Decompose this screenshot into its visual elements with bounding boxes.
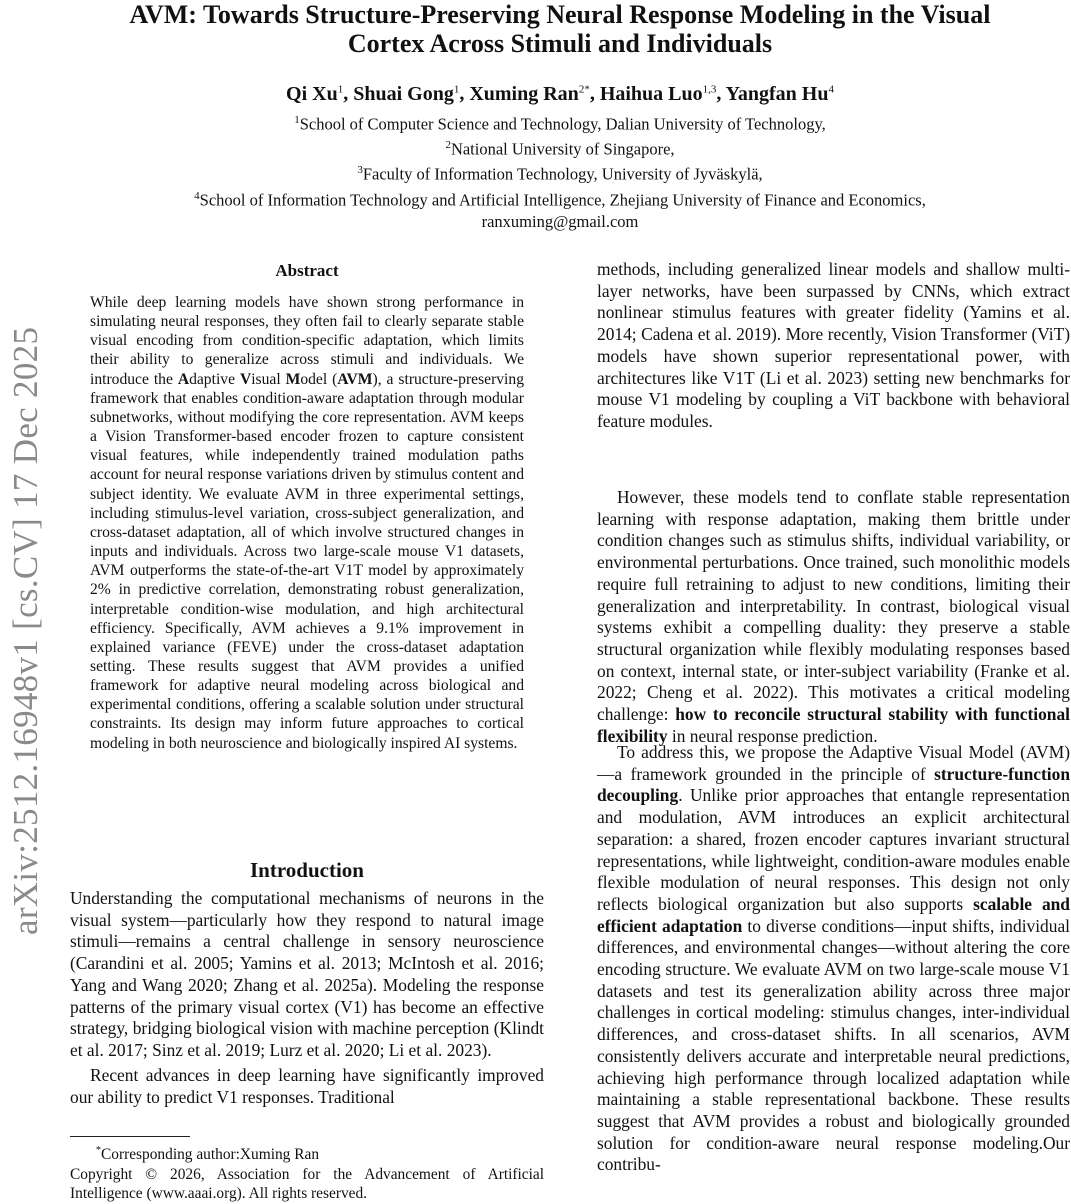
author: Qi Xu$^1$ bbox=[286, 82, 344, 105]
author: Shuai Gong$^1$ bbox=[353, 82, 460, 105]
abstract-text: While deep learning models have shown strong performance in simulating neural responses, they often fail to clearly separate stable visual encoding from condition-specific adaptation, which limits their ability to generalize across stimuli and individuals. We introduce the Adaptive Visual Model (AVM), a structure-preserving framework that enables condition-aware adaptation through modular subnetworks, without modifying the core representation. AVM keeps a Vision Transformer-based encoder frozen to capture consistent visual features, while independently trained modulation paths account for neural response variations driven by stimulus content and subject identity. We evaluate AVM in three experimental settings, including stimulus-level variation, cross-subject generalization, and cross-dataset adaptation, all of which involve structured changes in inputs and individuals. Across two large-scale mouse V1 datasets, AVM outperforms the state-of-the-art V1T model by approximately 2% in predictive correlation, demonstrating robust generalization, interpretable condition-wise modulation, and high architectural efficiency. Specifically, AVM achieves a 9.1% improvement in explained variance (FEVE) under the cross-dataset adaptation setting. These results suggest that AVM provides a unified framework for adaptive neural modeling across biological and experimental conditions, offering a scalable solution under structural constraints. Its design may inform future approaches to cortical modeling in both neuroscience and biologically inspired AI systems. bbox=[90, 294, 524, 752]
title-line-1: AVM: Towards Structure-Preserving Neural Response Modeling in the Visual bbox=[129, 0, 991, 29]
intro-paragraph-1: Understanding the computational mechanisms of neurons in the visual system—particularly how they respond to natural image stimuli—remains a central challenge in sensory neuroscience (Carandini et al. 2005; Yamins et al. 2013; McIntosh et al. 2016; Yang and Wang 2020; Zhang et al. 2025a). Modeling the response patterns of the primary visual cortex (V1) has become an effective strategy, bridging biological vision with machine perception (Klindt et al. 2017; Sinz et al. 2019; Lurz et al. 2020; Li et al. 2023). bbox=[70, 888, 544, 1060]
footnote-rule bbox=[70, 1136, 190, 1137]
arxiv-identifier: arXiv:2512.16948v1 [cs.CV] 17 Dec 2025 bbox=[6, 326, 45, 935]
title-line-2: Cortex Across Stimuli and Individuals bbox=[347, 29, 773, 58]
author: Haihua Luo$^{1,3}$ bbox=[599, 82, 717, 105]
author: Yangfan Hu$^4$ bbox=[725, 82, 834, 105]
affiliations bbox=[60, 110, 1060, 233]
footnote bbox=[70, 1141, 544, 1204]
abstract-heading: Abstract bbox=[275, 261, 339, 280]
paper-title bbox=[60, 0, 1060, 58]
intro-paragraph-3: However, these models tend to conflate stable representation learning with response adaptation, making them brittle under condition changes such as stimulus shifts, individual variability, or environmental perturbations. Once trained, such monolithic models require full retraining to adjust to new conditions, limiting their generalization and interpretability. In contrast, biological visual systems exhibit a compelling duality: they preserve a stable structural organization while flexibly modulating responses based on context, internal state, or inter-subject variability (Franke et al. 2022; Cheng et al. 2022). This motivates a critical modeling challenge: how to reconcile structural stability with functional flexibility in neural response prediction. bbox=[597, 487, 1070, 746]
email: ranxuming@gmail.com bbox=[481, 211, 639, 231]
affiliation: $^1$School of Computer Science and Technology, Dalian University of Technology, bbox=[294, 114, 826, 134]
affiliation: $^3$Faculty of Information Technology, University of Jyväskylä, bbox=[357, 164, 763, 184]
affiliation: $^2$National University of Singapore, bbox=[445, 139, 675, 159]
intro-paragraph-2: Recent advances in deep learning have significantly improved our ability to predict V1 responses. Traditional bbox=[70, 1065, 544, 1107]
intro-paragraph-2-continued: methods, including generalized linear models and shallow multi-layer networks, have been surpassed by CNNs, which extract nonlinear stimulus features with greater fidelity (Yamins et al. 2014; Cadena et al. 2019). More recently, Vision Transformer (ViT) models have shown superior representational power, with architectures like V1T (Li et al. 2023) setting new benchmarks for mouse V1 modeling by coupling a ViT backbone with behavioral feature modules. bbox=[597, 259, 1070, 431]
author: Xuming Ran$^{2*}$ bbox=[469, 82, 590, 105]
affiliation: $^4$School of Information Technology and Artificial Intelligence, Zhejiang University of Finance and Economics, bbox=[194, 189, 926, 210]
corresponding-author-note: *Corresponding author:Xuming Ran bbox=[96, 1145, 320, 1164]
introduction-heading: Introduction bbox=[250, 858, 364, 882]
author-list: Qi Xu$^1$, Shuai Gong$^1$, Xuming Ran$^{2*}$, Haihua Luo$^{1,3}$, Yangfan Hu$^4$ bbox=[286, 82, 834, 105]
intro-paragraph-4: To address this, we propose the Adaptive Visual Model (AVM)—a framework grounded in the principle of structure-function decoupling. Unlike prior approaches that entangle representation and modulation, AVM introduces an explicit architectural separation: a shared, frozen encoder captures invariant structural representations, while lightweight, condition-aware modules enable flexible modulation of neural responses. This design not only reflects biological organization but also supports scalable and efficient adaptation to diverse conditions—input shifts, individual differences, and environmental changes—without altering the core encoding structure. We evaluate AVM on two large-scale mouse V1 datasets and test its generalization ability across three major challenges in cortical modeling: stimulus changes, inter-individual differences, and cross-dataset shifts. In all scenarios, AVM consistently delivers accurate and interpretable neural predictions, achieving high performance through localized adaptation while maintaining a stable representational backbone. These results suggest that AVM provides a robust and biologically grounded solution for condition-aware neural response modeling.Our contribu- bbox=[597, 742, 1070, 1175]
copyright-notice: Copyright © 2026, Association for the Advancement of Artificial Intelligence (www.aaai.org). All rights reserved. bbox=[70, 1165, 544, 1203]
